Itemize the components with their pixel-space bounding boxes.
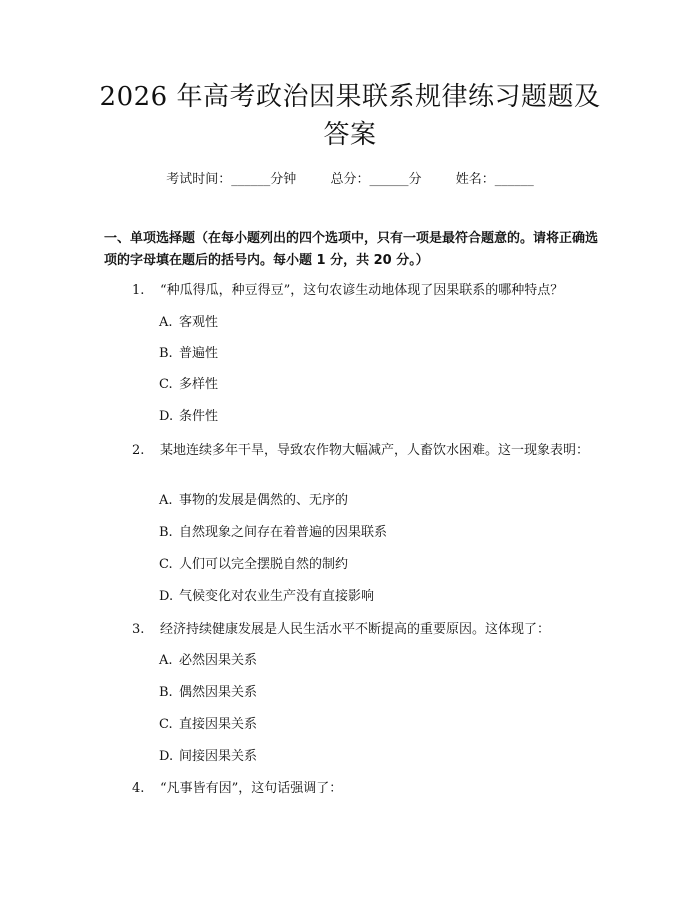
question-text: “凡事皆有因”，这句话强调了：: [160, 781, 343, 796]
name-field: 姓名：______: [455, 172, 534, 187]
question-4: [104, 778, 600, 800]
question-number: 2.: [132, 443, 145, 458]
option-1a: A. 客观性: [159, 315, 219, 330]
exam-time-field: 考试时间：______分钟: [166, 172, 297, 187]
option-3c: C. 直接因果关系: [159, 717, 258, 732]
question-2: [104, 440, 600, 462]
option-3b: B. 偶然因果关系: [159, 685, 258, 700]
option-3a: A. 必然因果关系: [159, 653, 258, 668]
question-text: 经济持续健康发展是人民生活水平不断提高的重要原因。这体现了：: [160, 622, 551, 637]
question-number: 4.: [132, 781, 145, 796]
option-3d: D. 间接因果关系: [159, 749, 258, 764]
option-1d: D. 条件性: [159, 409, 219, 424]
option-2d: D. 气候变化对农业生产没有直接影响: [159, 589, 375, 604]
exam-meta: [0, 168, 700, 187]
question-1: [104, 280, 600, 302]
total-score-field: 总分：______分: [330, 172, 422, 187]
question-text: 某地连续多年干旱，导致农作物大幅减产，人畜饮水困难。这一现象表明：: [160, 443, 590, 458]
option-2b: B. 自然现象之间存在着普遍的因果联系: [159, 525, 388, 540]
question-3: [104, 619, 600, 641]
question-text: “种瓜得瓜，种豆得豆”，这句农谚生动地体现了因果联系的哪种特点？: [160, 283, 564, 298]
question-number: 3.: [132, 622, 145, 637]
section-heading: 一、单项选择题（在每小题列出的四个选项中，只有一项是最符合题意的。请将正确选项的字母填在题后的括号内。每小题 1 分，共 20 分。）: [104, 231, 599, 268]
option-2c: C. 人们可以完全摆脱自然的制约: [159, 557, 349, 572]
document-title: 2026 年高考政治因果联系规律练习题题及答案: [99, 82, 601, 150]
option-1c: C. 多样性: [159, 377, 219, 392]
question-number: 1.: [132, 283, 145, 298]
option-2a: A. 事物的发展是偶然的、无序的: [159, 493, 349, 508]
option-1b: B. 普遍性: [159, 346, 219, 361]
